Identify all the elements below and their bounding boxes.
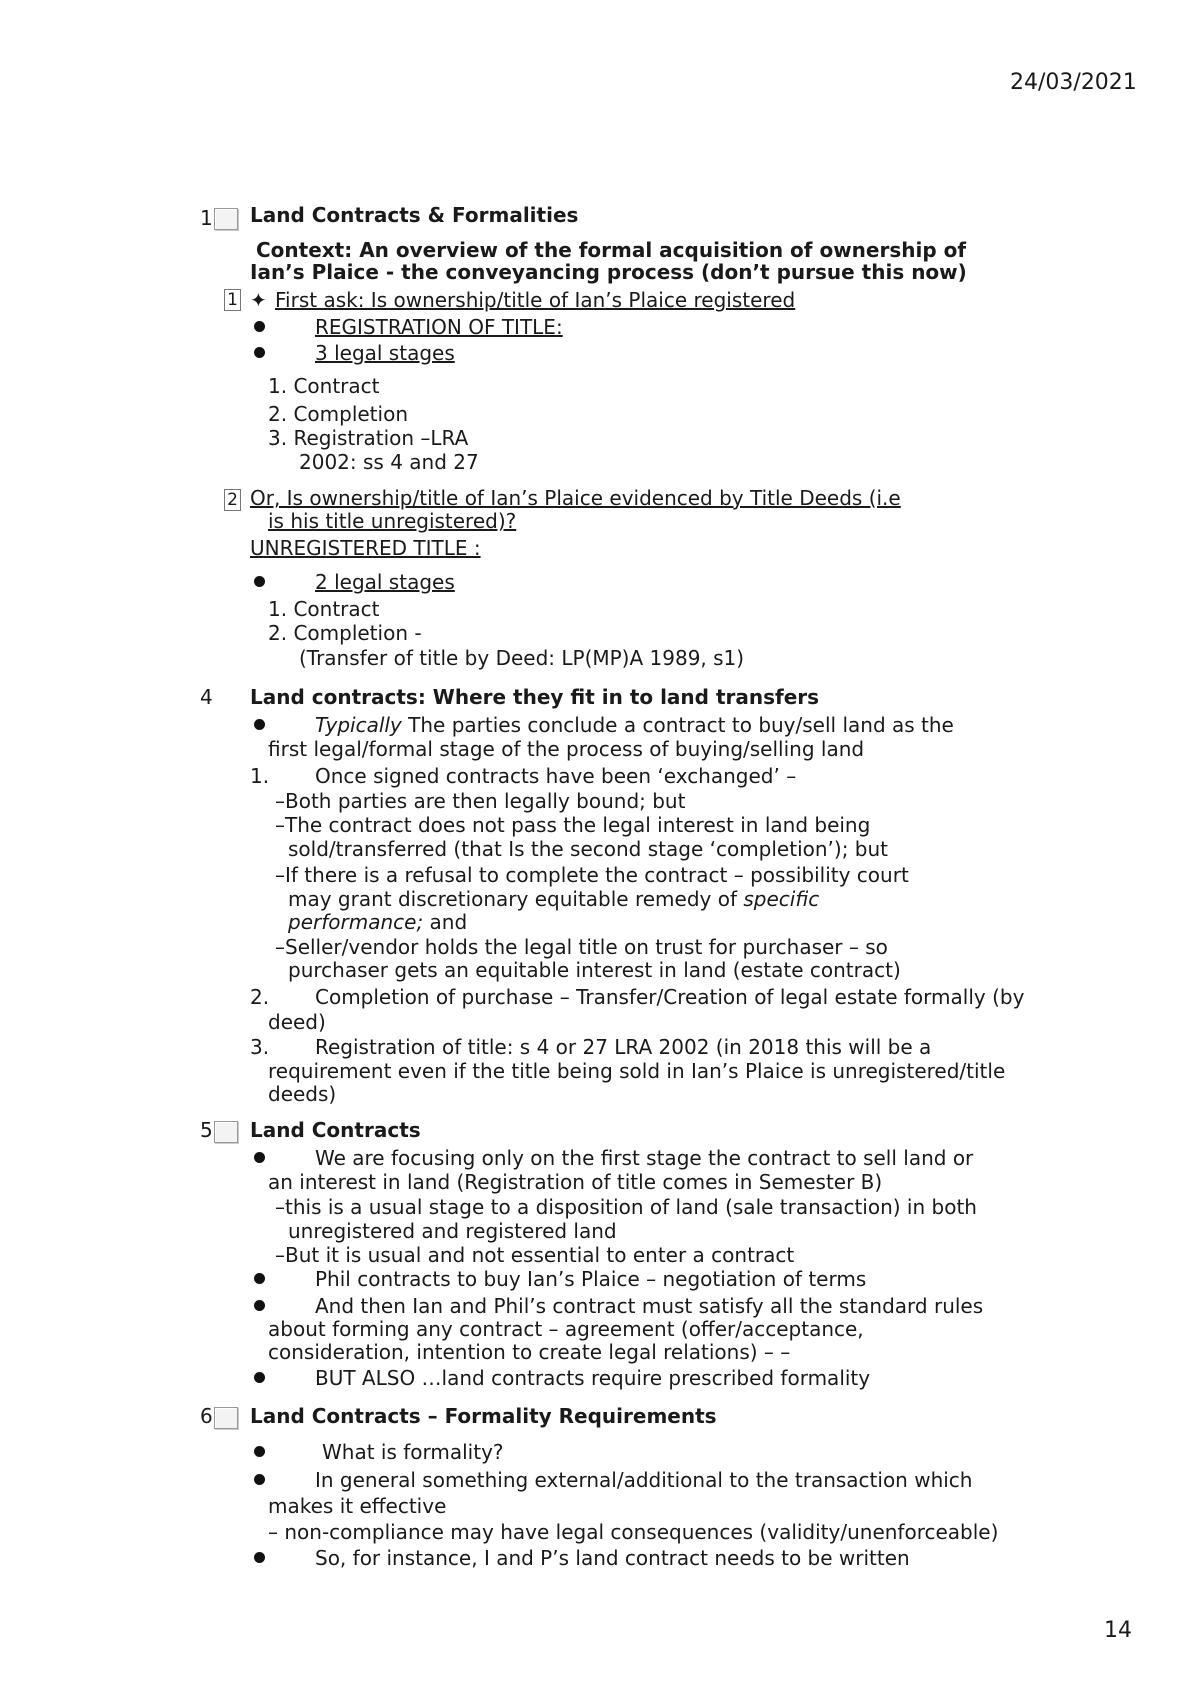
sub-heading: First ask: Is ownership/title of Ian’s Plaice registered bbox=[275, 288, 796, 312]
bullet-icon bbox=[254, 1273, 265, 1284]
section-title: Land Contracts bbox=[250, 1118, 421, 1142]
list-item: requirement even if the title being sold in Ian’s Plaice is unregistered/title bbox=[268, 1059, 1006, 1083]
context-line: Context: An overview of the formal acquisition of ownership of bbox=[256, 238, 967, 262]
sparkle-icon: ✦ bbox=[250, 288, 267, 312]
dash-item: purchaser gets an equitable interest in land (estate contract) bbox=[288, 958, 901, 982]
list-number: 1. bbox=[250, 764, 270, 788]
list-item: Completion of purchase – Transfer/Creation of legal estate formally (by bbox=[315, 985, 1025, 1009]
section-title: Land Contracts & Formalities bbox=[250, 203, 579, 227]
bullet-text: first legal/formal stage of the process of buying/selling land bbox=[268, 737, 865, 761]
bullet-text: And then Ian and Phil’s contract must satisfy all the standard rules bbox=[315, 1294, 984, 1318]
list-item: Registration of title: s 4 or 27 LRA 2002 (in 2018 this will be a bbox=[315, 1035, 932, 1059]
list-item: (Transfer of title by Deed: LP(MP)A 1989, s1) bbox=[299, 646, 745, 670]
bullet-text: consideration, intention to create legal relations) – – bbox=[268, 1340, 791, 1364]
bullet-text: So, for instance, I and P’s land contract needs to be written bbox=[315, 1546, 910, 1570]
bullet-text: REGISTRATION OF TITLE: bbox=[315, 315, 563, 339]
bullet-icon bbox=[254, 1152, 265, 1163]
list-number: 3. bbox=[250, 1035, 270, 1059]
sub-heading: is his title unregistered)? bbox=[268, 509, 517, 533]
dash-item: –The contract does not pass the legal interest in land being bbox=[275, 813, 871, 837]
bullet-icon bbox=[254, 1446, 265, 1457]
dash-text: and bbox=[423, 910, 468, 934]
dash-item: – non-compliance may have legal consequences (validity/unenforceable) bbox=[268, 1520, 999, 1544]
bullet-text: In general something external/additional to the transaction which bbox=[315, 1468, 973, 1492]
bullet-text: about forming any contract – agreement (offer/acceptance, bbox=[268, 1317, 864, 1341]
italic-word: performance; bbox=[288, 910, 424, 934]
bullet-text: What is formality? bbox=[322, 1440, 504, 1464]
bullet-text: 2 legal stages bbox=[315, 570, 455, 594]
list-item: 2002: ss 4 and 27 bbox=[299, 450, 479, 474]
sub-number-box: 1 bbox=[224, 289, 241, 311]
bullet-icon bbox=[254, 576, 265, 587]
bullet-text: Phil contracts to buy Ian’s Plaice – negotiation of terms bbox=[315, 1267, 867, 1291]
section-number: 4 bbox=[200, 685, 213, 709]
dash-text: may grant discretionary equitable remedy of bbox=[288, 887, 744, 911]
list-item: 3. Registration –LRA bbox=[268, 426, 469, 450]
bullet-text: 3 legal stages bbox=[315, 341, 455, 365]
bullet-text: We are focusing only on the first stage the contract to sell land or bbox=[315, 1146, 974, 1170]
slide-thumbnail-icon bbox=[214, 1121, 238, 1143]
italic-word: specific bbox=[743, 887, 820, 911]
bullet-icon bbox=[254, 1552, 265, 1563]
italic-word: Typically bbox=[315, 713, 402, 737]
bullet-icon bbox=[254, 1474, 265, 1485]
section-title: Land contracts: Where they fit in to land transfers bbox=[250, 685, 820, 709]
list-item: 2. Completion bbox=[268, 402, 408, 426]
list-number: 2. bbox=[250, 985, 270, 1009]
bullet-icon bbox=[254, 321, 265, 332]
slide-thumbnail-icon bbox=[214, 208, 238, 230]
context-line: Ian’s Plaice - the conveyancing process (don’t pursue this now) bbox=[250, 260, 967, 284]
slide-thumbnail-icon bbox=[214, 1407, 238, 1429]
bullet-text bbox=[315, 713, 954, 737]
bullet-text: BUT ALSO …land contracts require prescribed formality bbox=[315, 1366, 871, 1390]
dash-item: unregistered and registered land bbox=[288, 1219, 617, 1243]
dash-item bbox=[288, 887, 819, 911]
list-item: 1. Contract bbox=[268, 374, 380, 398]
bullet-icon bbox=[254, 1372, 265, 1383]
bullet-text: an interest in land (Registration of title comes in Semester B) bbox=[268, 1170, 883, 1194]
page-date: 24/03/2021 bbox=[1010, 70, 1137, 95]
section-number: 5 bbox=[200, 1118, 213, 1142]
title-label: UNREGISTERED TITLE : bbox=[250, 536, 481, 560]
dash-item: –Both parties are then legally bound; but bbox=[275, 789, 686, 813]
bullet-text-rest: The parties conclude a contract to buy/sell land as the bbox=[401, 713, 954, 737]
dash-item: –If there is a refusal to complete the contract – possibility court bbox=[275, 863, 909, 887]
sub-number-box: 2 bbox=[224, 489, 241, 511]
section-title: Land Contracts – Formality Requirements bbox=[250, 1404, 717, 1428]
list-item: deed) bbox=[268, 1010, 326, 1034]
sub-heading: Or, Is ownership/title of Ian’s Plaice evidenced by Title Deeds (i.e bbox=[250, 486, 901, 510]
bullet-icon bbox=[254, 1300, 265, 1311]
section-number: 1 bbox=[200, 206, 213, 230]
dash-item: –But it is usual and not essential to enter a contract bbox=[275, 1243, 795, 1267]
page-number: 14 bbox=[1104, 1618, 1132, 1643]
bullet-text: makes it effective bbox=[268, 1494, 447, 1518]
dash-item: sold/transferred (that Is the second stage ‘completion’); but bbox=[288, 837, 889, 861]
list-item: Once signed contracts have been ‘exchanged’ – bbox=[315, 764, 797, 788]
dash-item: –this is a usual stage to a disposition of land (sale transaction) in both bbox=[275, 1195, 977, 1219]
dash-item: –Seller/vendor holds the legal title on trust for purchaser – so bbox=[275, 935, 888, 959]
dash-item bbox=[288, 910, 467, 934]
section-number: 6 bbox=[200, 1404, 213, 1428]
bullet-icon bbox=[254, 347, 265, 358]
list-item: deeds) bbox=[268, 1082, 337, 1106]
list-item: 2. Completion - bbox=[268, 621, 422, 645]
list-item: 1. Contract bbox=[268, 597, 380, 621]
bullet-icon bbox=[254, 719, 265, 730]
